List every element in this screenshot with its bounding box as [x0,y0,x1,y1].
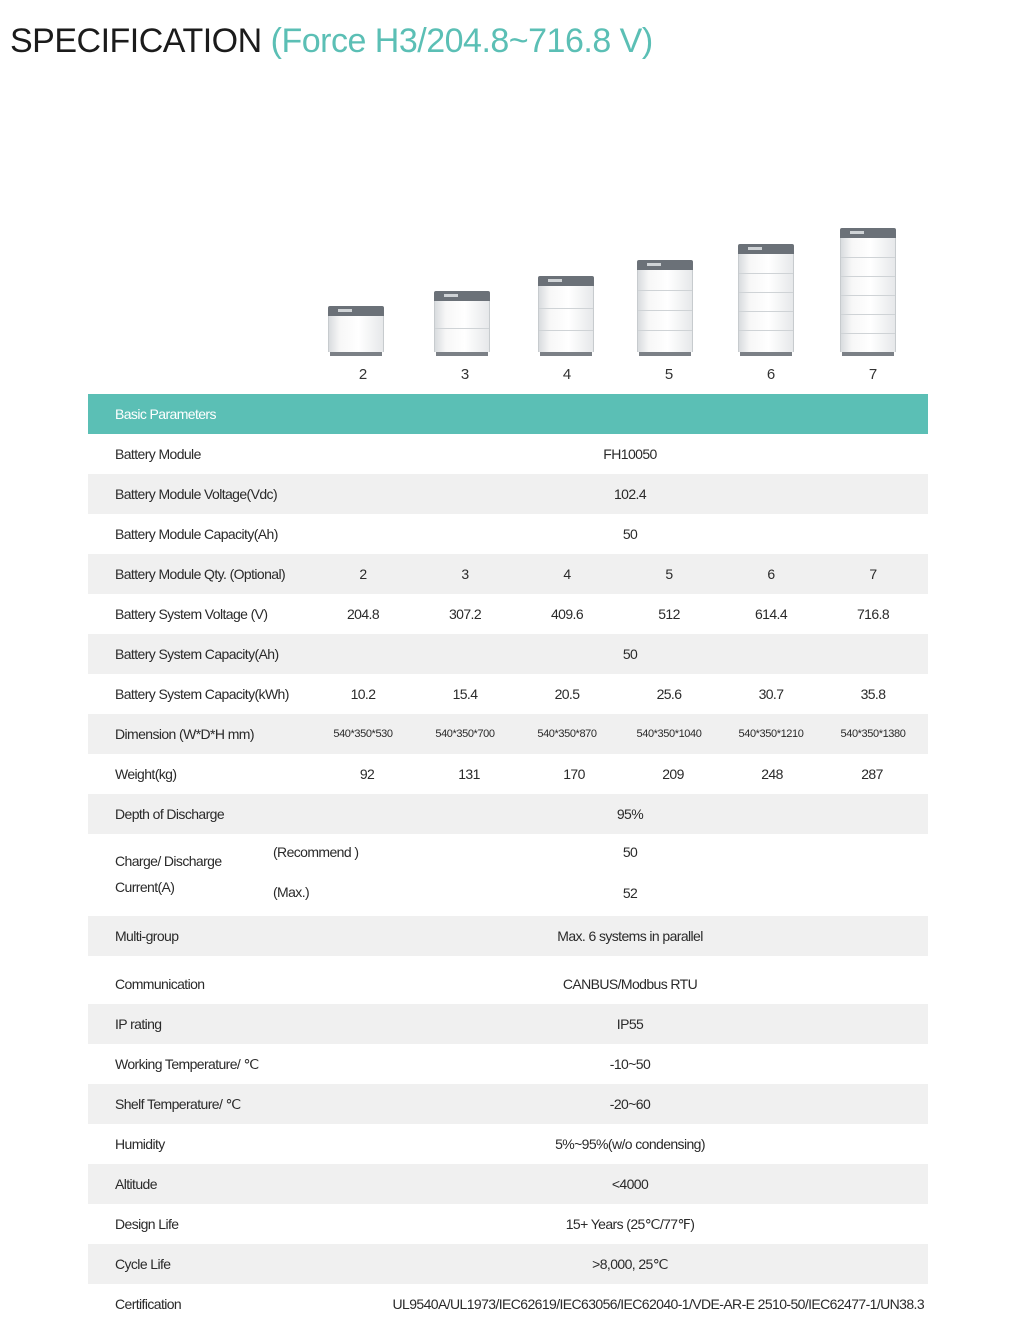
table-header: Basic Parameters [88,394,928,434]
table-row [88,916,928,956]
row-label: Humidity [115,1136,165,1152]
table-row [88,514,928,554]
title-model: (Force H3/204.8~716.8 V) [270,22,653,60]
qty-label: 6 [766,366,776,383]
row-cell: 7 [869,566,877,582]
qty-label: 2 [358,366,368,383]
qty-label: 5 [664,366,674,383]
row-label: Battery System Voltage (V) [115,606,268,622]
row-cell: 5 [665,566,673,582]
row-cell: 540*350*1210 [738,728,804,740]
row-label: Battery Module Voltage(Vdc) [115,486,278,502]
qty-label: 7 [868,366,878,383]
row-label: IP rating [115,1016,162,1032]
table-row [88,794,928,834]
table-row [88,1004,928,1044]
row-label: Battery Module [115,446,201,462]
row-value: <4000 [611,1176,649,1192]
row-label: Shelf Temperature/ ℃ [115,1096,241,1112]
table-row [88,714,928,754]
row-cell: 540*350*530 [333,728,393,740]
row-label: Dimension (W*D*H mm) [115,726,254,742]
row-cell: 540*350*1380 [840,728,906,740]
row-cell: 287 [861,766,883,782]
battery-stack-3 [434,291,490,356]
row-value: 102.4 [613,486,647,502]
row-cell: 540*350*870 [537,728,597,740]
row-label: Certification [115,1296,182,1312]
row-value: >8,000, 25℃ [592,1256,668,1272]
table-row [88,554,928,594]
row-cell: 170 [563,766,585,782]
row-value: 50 [622,526,638,542]
qty-label: 4 [562,366,572,383]
row-value: -20~60 [609,1096,651,1112]
row-cell: 131 [458,766,480,782]
row-cell: 25.6 [656,686,682,702]
row-cell: 15.4 [452,686,478,702]
row-value: UL9540A/UL1973/IEC62619/IEC63056/IEC62040-1/VDE-AR-E 2510-50/IEC62477-1/UN38.3 [392,1296,924,1312]
battery-stack-2 [328,306,384,356]
row-value: 50 [622,646,638,662]
row-label-line: Charge/ Discharge [115,853,222,869]
table-row [88,474,928,514]
row-cell: 409.6 [550,606,584,622]
recommend-label: (Recommend ) [273,844,359,860]
row-value: Max. 6 systems in parallel [557,928,703,944]
table-row [88,1044,928,1084]
row-cell: 3 [461,566,469,582]
row-cell: 35.8 [860,686,886,702]
product-lineup [0,0,1024,390]
row-cell: 209 [662,766,684,782]
table-row [88,1284,928,1324]
row-cell: 716.8 [856,606,890,622]
table-row [88,1124,928,1164]
row-label-line: Current(A) [115,879,175,895]
row-label: Cycle Life [115,1256,171,1272]
row-label: Battery Module Capacity(Ah) [115,526,278,542]
recommend-value: 50 [622,844,638,860]
table-row [88,434,928,474]
table-row [88,956,928,1004]
row-value: 95% [616,806,644,822]
table-row [88,754,928,794]
row-cell: 540*350*1040 [636,728,702,740]
row-value: CANBUS/Modbus RTU [562,976,698,992]
battery-stack-4 [538,276,594,356]
table-row [88,594,928,634]
table-row [88,1164,928,1204]
row-cell: 10.2 [350,686,376,702]
table-row [88,834,928,916]
battery-stack-5 [637,260,693,356]
row-cell: 20.5 [554,686,580,702]
row-cell: 248 [761,766,783,782]
battery-stack-6 [738,244,794,356]
row-label: Battery Module Qty. (Optional) [115,566,286,582]
table-row [88,1204,928,1244]
table-row [88,634,928,674]
row-cell: 30.7 [758,686,784,702]
table-row [88,1244,928,1284]
table-row [88,674,928,714]
row-label: Multi-group [115,928,179,944]
spec-table [88,394,928,1324]
title-main: SPECIFICATION [10,22,262,60]
row-label: Battery System Capacity(kWh) [115,686,289,702]
row-cell: 512 [658,606,680,622]
row-cell: 614.4 [754,606,788,622]
row-label: Depth of Discharge [115,806,225,822]
row-cell: 540*350*700 [435,728,495,740]
row-label [115,848,222,900]
row-label: Battery System Capacity(Ah) [115,646,279,662]
qty-label: 3 [460,366,470,383]
row-cell: 6 [767,566,775,582]
max-label: (Max.) [273,884,310,900]
battery-stack-7 [840,228,896,356]
row-label: Design Life [115,1216,179,1232]
row-label: Weight(kg) [115,766,177,782]
row-value: 15+ Years (25℃/77℉) [565,1216,695,1232]
row-value: FH10050 [603,446,657,462]
row-label: Communication [115,976,205,992]
row-label: Working Temperature/ ℃ [115,1056,259,1072]
row-cell: 92 [359,766,375,782]
row-value: -10~50 [609,1056,651,1072]
row-cell: 307.2 [448,606,482,622]
row-value: 5%~95%(w/o condensing) [555,1136,705,1152]
row-cell: 2 [359,566,367,582]
table-row [88,1084,928,1124]
row-label: Altitude [115,1176,157,1192]
row-cell: 4 [563,566,571,582]
max-value: 52 [622,885,638,901]
row-value: IP55 [616,1016,644,1032]
row-cell: 204.8 [346,606,380,622]
